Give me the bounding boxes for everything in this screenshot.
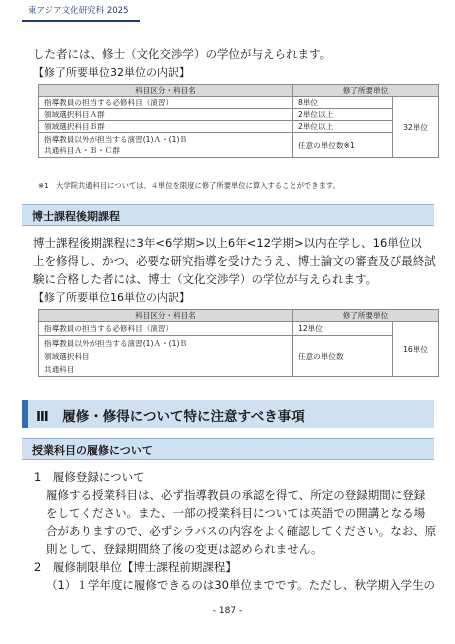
item1-text-line: 履修する授業科目は、必ず指導教員の承認を得て、所定の登録期間に登録 bbox=[46, 488, 426, 502]
course-name-multiline bbox=[39, 336, 293, 377]
course-units: 2単位以上 bbox=[293, 121, 393, 133]
section3-heading-bar bbox=[22, 400, 434, 428]
master-footnote: ※1 大学院共通科目については、４単位を限度に修了所要単位に算入することができます。 bbox=[38, 181, 340, 190]
table-row bbox=[39, 322, 439, 336]
doctoral-paragraph-line: 博士課程後期課程に3年<6学期>以上6年<12学期>以内在学し、16単位以 bbox=[33, 236, 422, 250]
master-breakdown-title: 【修了所要単位32単位の内訳】 bbox=[33, 66, 190, 79]
course-units: 8単位 bbox=[293, 97, 393, 109]
section-accent-stripe bbox=[22, 400, 28, 428]
course-units: 12単位 bbox=[293, 322, 393, 336]
col-units-header: 修了所要単位 bbox=[293, 85, 439, 97]
course-name-line: 共通科目Ａ・Ｂ・Ｃ群 bbox=[44, 146, 120, 155]
doctoral-requirements-table bbox=[38, 309, 439, 377]
total-units: 32単位 bbox=[393, 97, 439, 158]
table-row bbox=[39, 97, 439, 109]
course-units: 任意の単位数 bbox=[293, 336, 393, 377]
course-units: 2単位以上 bbox=[293, 109, 393, 121]
table-row bbox=[39, 133, 439, 158]
col-units-header: 修了所要単位 bbox=[293, 310, 439, 322]
course-name-multiline bbox=[39, 133, 293, 158]
doctoral-heading-bar bbox=[22, 204, 434, 226]
course-units: 任意の単位数※1 bbox=[293, 133, 393, 158]
header-rule bbox=[22, 20, 140, 22]
section3-subheading: 授業科目の履修について bbox=[32, 444, 153, 457]
col-category-header: 科目区分・科目名 bbox=[39, 310, 293, 322]
course-name: 指導教員の担当する必修科目（演習） bbox=[39, 322, 293, 336]
item1-text-line: 合がありますので、必ずシラバスの内容をよく確認してください。なお、原 bbox=[46, 524, 437, 538]
page-number: - 187 - bbox=[212, 606, 243, 616]
col-category-header: 科目区分・科目名 bbox=[39, 85, 293, 97]
course-name-line: 領域選択科目 bbox=[44, 351, 90, 361]
master-intro: した者には、修士（文化交渉学）の学位が与えられます。 bbox=[33, 47, 332, 61]
item2-title: 2 履修制限単位【博士課程前期課程】 bbox=[34, 560, 237, 574]
course-name-line: 指導教員以外が担当する演習(1)Ａ・(1)Ｂ bbox=[44, 135, 188, 144]
item2-text-line: （1）１学年度に履修できるのは30単位までです。ただし、秋学期入学生の bbox=[46, 578, 436, 592]
doctoral-paragraph-line: 験に合格した者には、博士（文化交渉学）の学位が与えられます。 bbox=[33, 272, 378, 286]
item1-title: 1 履修登録について bbox=[34, 470, 145, 484]
section3-heading: Ⅲ 履修・修得について特に注意すべき事項 bbox=[36, 409, 305, 425]
doctoral-heading: 博士課程後期課程 bbox=[32, 210, 120, 223]
header-title: 東アジア文化研究科 2025 bbox=[28, 6, 129, 16]
master-requirements-table bbox=[38, 84, 439, 158]
table-row bbox=[39, 109, 439, 121]
item1-text-line: 則として、登録期間終了後の変更は認められません。 bbox=[46, 542, 323, 556]
course-name-line: 共通科目 bbox=[44, 364, 75, 374]
course-name: 領域選択科目Ｂ群 bbox=[39, 121, 293, 133]
doctoral-breakdown-title: 【修了所要単位16単位の内訳】 bbox=[33, 291, 190, 304]
doctoral-paragraph-line: 上を修得し、かつ、必要な研究指導を受けたうえ、博士論文の審査及び最終試 bbox=[33, 254, 436, 268]
total-units: 16単位 bbox=[393, 322, 439, 377]
item1-text-line: をしてください。また、一部の授業科目については英語での開講となる場 bbox=[46, 506, 426, 520]
table-row bbox=[39, 121, 439, 133]
course-name: 領域選択科目Ａ群 bbox=[39, 109, 293, 121]
table-row bbox=[39, 336, 439, 377]
course-name: 指導教員の担当する必修科目（演習） bbox=[39, 97, 293, 109]
course-name-line: 指導教員以外が担当する演習(1)Ａ・(1)Ｂ bbox=[44, 338, 188, 348]
section3-subheading-bar bbox=[22, 438, 434, 460]
